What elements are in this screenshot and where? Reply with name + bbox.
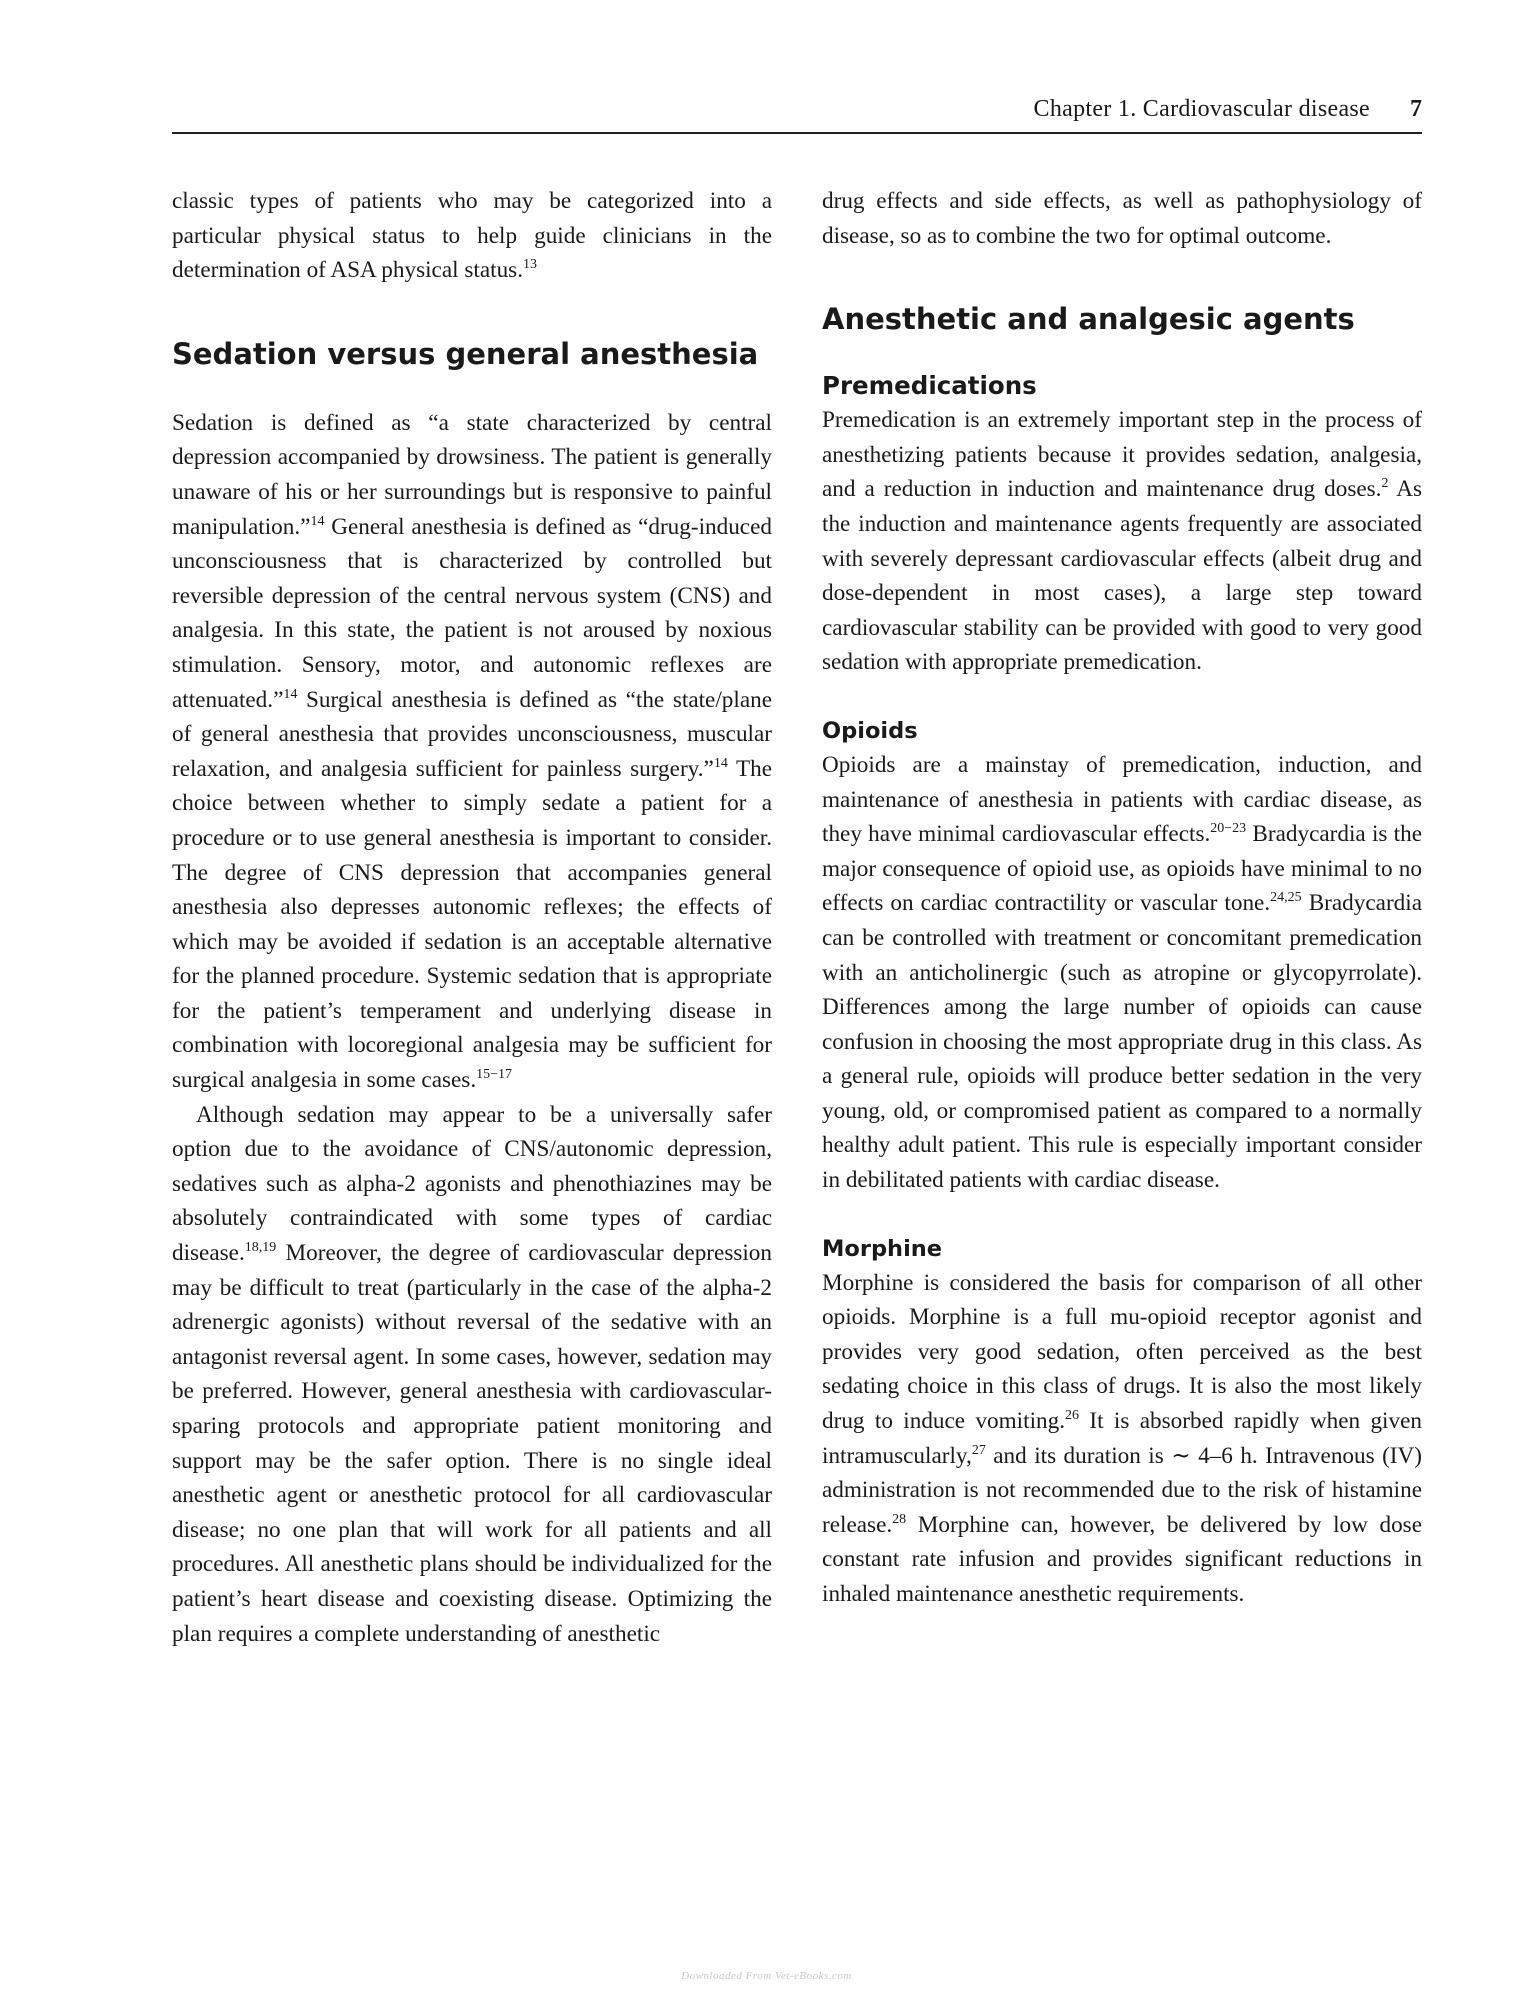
running-header	[172, 96, 1422, 134]
citation: 24,25	[1270, 890, 1302, 906]
subheading-opioids: Opioids	[822, 717, 918, 744]
citation: 28	[892, 1511, 907, 1527]
left-column	[172, 184, 772, 1651]
right-column	[822, 184, 1422, 1612]
sedation-paragraph-1: Sedation is defined as “a state characterized by central depression accompanied by drowsiness. The patient is generally unaware of his or her surroundings but is responsive to painful manipulation.”$^{14}$ General anesthesia is defined as “drug-induced unconsciousness that is characterized by controlled but reversible depression of the central nervous system (CNS) and analgesia. In this state, the patient is not aroused by noxious stimulation. Sensory, motor, and autonomic reflexes are attenuated.”$^{14}$ Surgical anesthesia is defined as “the state/plane of general anesthesia that provides unconsciousness, muscular relaxation, and analgesia sufficient for painless surgery.”$^{14}$ The choice between whether to simply sedate a patient for a procedure or to use general anesthesia is important to consider. The degree of CNS depression that accompanies general anesthesia also depresses autonomic reflexes; the effects of which may be avoided if sedation is an acceptable alternative for the planned procedure. Systemic sedation that is appropriate for the patient’s temperament and underlying disease in combination with locoregional analgesia may be sufficient for surgical analgesia in some cases.$^{15-17}$	[172, 409, 772, 1094]
subheading-premedications: Premedications	[822, 371, 1037, 401]
citation: 14	[713, 755, 728, 771]
section-heading-agents: Anesthetic and analgesic agents	[822, 302, 1355, 337]
sedation-paragraph-2: Although sedation may appear to be a universally safer option due to the avoidance of CNS/autonomic depression, sedatives such as alpha-2 agonists and phenothiazines may be absolutely contraindicated with some types of cardiac disease.$^{18,19}$ Moreover, the degree of cardiovascular depression may be difficult to treat (particularly in the case of the alpha-2 adrenergic agonists) without reversal of the sedative with an antagonist reversal agent. In some cases, however, sedation may be preferred. However, general anesthesia with cardiovascular-sparing protocols and appropriate patient monitoring and support may be the safer option. There is no single ideal anesthetic agent or anesthetic protocol for all cardiovascular disease; no one plan that will work for all patients and all procedures. All anesthetic plans should be individualized for the patient’s heart disease and coexisting disease. Optimizing the plan requires a complete understanding of anesthetic	[172, 1101, 772, 1647]
section-heading-sedation: Sedation versus general anesthesia	[172, 336, 759, 371]
subheading-morphine: Morphine	[822, 1235, 943, 1262]
citation: 18,19	[244, 1240, 277, 1256]
page-number: 7	[1410, 96, 1422, 122]
morphine-paragraph: Morphine is considered the basis for comparison of all other opioids. Morphine is a full mu-opioid receptor agonist and provides very good sedation, often perceived as the best sedating choice in this class of drugs. It is also the most likely drug to induce vomiting.$^{26}$ It is absorbed rapidly when given intramuscularly,$^{27}$ and its duration is ∼ 4–6 h. Intravenous (IV) administration is not recommended due to the risk of histamine release.$^{28}$ Morphine can, however, be delivered by low dose constant rate infusion and provides significant reductions in inhaled maintenance anesthetic requirements.	[822, 1269, 1422, 1607]
premedications-paragraph: Premedication is an extremely important step in the process of anesthetizing patients because it provides sedation, analgesia, and a reduction in induction and maintenance drug doses.$^2$ As the induction and maintenance agents frequently are associated with severely depressant cardiovascular effects (albeit drug and dose-dependent in most cases), a large step toward cardiovascular stability can be provided with good to very good sedation with appropriate premedication.	[822, 407, 1422, 676]
citation: 20−23	[1210, 821, 1247, 837]
citation: 14	[283, 686, 298, 702]
opioids-paragraph: Opioids are a mainstay of premedication, induction, and maintenance of anesthesia in patients with cardiac disease, as they have minimal cardiovascular effects.$^{20-23}$ Bradycardia is the major consequence of opioid use, as opioids have minimal to no effects on cardiac contractility or vascular tone.$^{24,25}$ Bradycardia can be controlled with treatment or concomitant premedication with an anticholinergic (such as atropine or glycopyrrolate). Differences among the large number of opioids can cause confusion in choosing the most appropriate drug in this class. As a general rule, opioids will produce better sedation in the very young, old, or compromised patient as compared to a normally healthy adult patient. This rule is especially important consider in debilitated patients with cardiac disease.	[822, 751, 1422, 1194]
citation: 13	[523, 257, 537, 273]
citation: 15−17	[476, 1067, 513, 1083]
download-watermark: Downloaded From Vet-eBooks.com	[681, 1970, 852, 1982]
left-intro-paragraph: classic types of patients who may be categorized into a particular physical status to help guide clinicians in the determination of ASA physical status.$^{13}$	[172, 188, 772, 284]
citation: 26	[1065, 1408, 1079, 1424]
right-intro-paragraph: drug effects and side effects, as well as pathophysiology of disease, so as to combine the two for optimal outcome.	[822, 188, 1422, 249]
chapter-title: Chapter 1. Cardiovascular disease	[1033, 96, 1370, 122]
citation: 27	[971, 1442, 986, 1458]
citation: 14	[310, 513, 325, 529]
citation: 2	[1381, 476, 1389, 492]
